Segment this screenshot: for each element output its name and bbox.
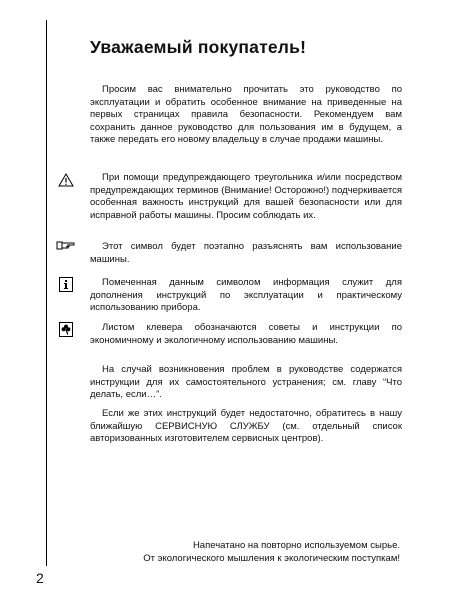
service-paragraph: Если же этих инструкций будет недостаточно, обратитесь в нашу ближайшую СЕРВИСНУЮ СЛУЖБУ (см. отдельный список авторизованных изготовителем сервисных центров). xyxy=(90,408,402,445)
troubleshooting-paragraph: На случай возникновения проблем в руководстве содержатся инструкции для их самостоятельного устранения; см. главу “Что делать, если…”. xyxy=(90,364,402,401)
clover-icon xyxy=(56,321,76,337)
hand-paragraph: Этот символ будет поэтапно разъяснять вам использование машины. xyxy=(90,241,402,265)
pointing-hand-icon xyxy=(56,238,76,252)
warning-triangle-icon xyxy=(56,173,76,187)
intro-paragraph: Просим вас внимательно прочитать это руководство по эксплуатации и обратить особенное внимание на приведенные на первых страницах правила безопасности. Рекомендуем вам сохранить данное руководство для пользования им в будущем, а также передать его новому владельцу в случае продажи машины. xyxy=(90,84,402,146)
page-title: Уважаемый покупатель! xyxy=(90,37,307,57)
footer-line-2: От экологического мышления к экологическим поступкам! xyxy=(143,553,400,564)
clover-paragraph: Листом клевера обозначаются советы и инструкции по экономичному и экологичному использованию машины. xyxy=(90,322,402,346)
warning-paragraph: При помощи предупреждающего треугольника и/или посредством предупреждающих терминов (Внимание! Осторожно!) подчеркивается особенная важность инструкций для вашей безопасности или для исправной работы машины. Просим соблюдать их. xyxy=(90,172,402,221)
info-icon xyxy=(56,276,76,292)
page-number: 2 xyxy=(36,570,44,586)
footer-line-1: Напечатано на повторно используемом сырье. xyxy=(192,540,400,551)
margin-rule xyxy=(46,20,47,566)
info-paragraph: Помеченная данным символом информация служит для дополнения инструкций по эксплуатации и практическому использованию прибора. xyxy=(90,277,402,314)
